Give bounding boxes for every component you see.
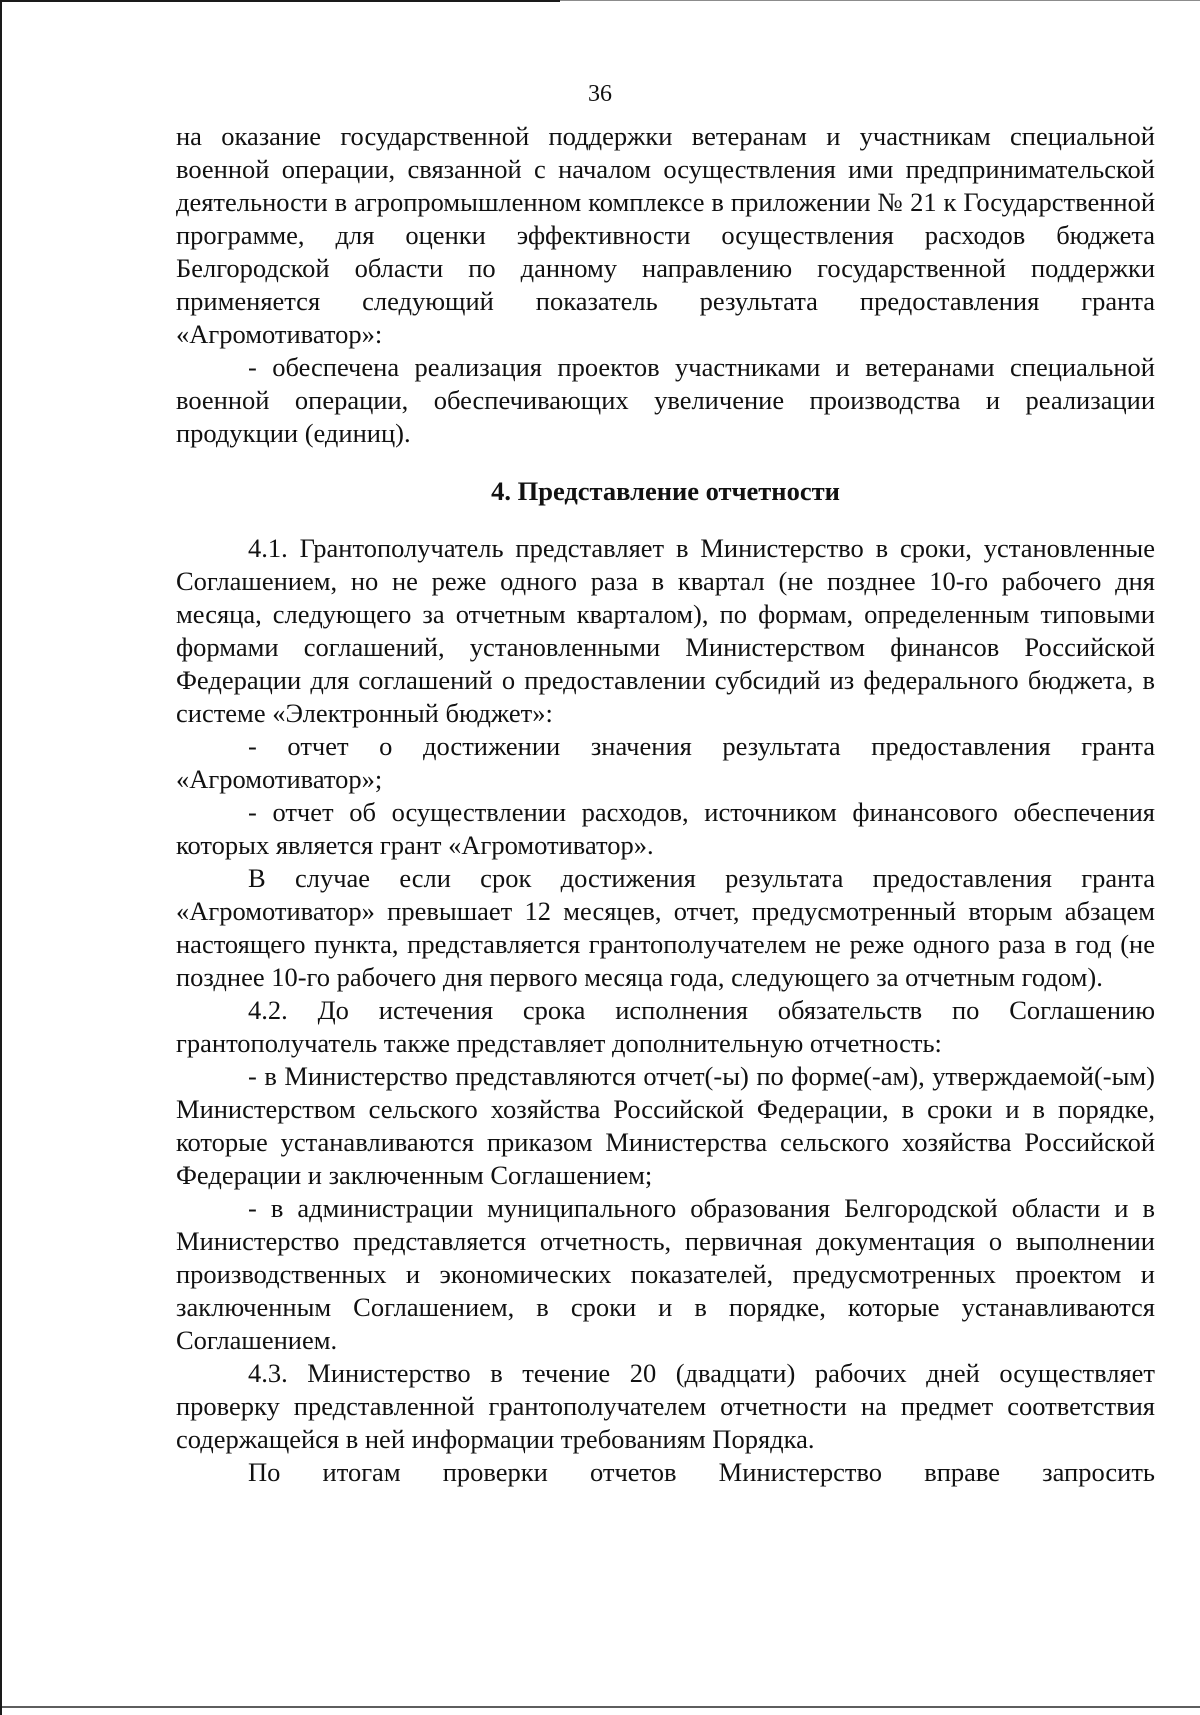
paragraph: В случае если срок достижения результата предоставления гранта «Агромотиватор» превышает 12 месяцев, отчет, предусмотренный вторым абзацем настоящего пункта, представляется грантополучателем не реже одного раза в год (не позднее 10-го рабочего дня первого месяца года, следующего за отчетным годом). [176,863,1155,992]
scan-edge-bottom [0,1706,1200,1708]
paragraph: - отчет об осуществлении расходов, источником финансового обеспечения которых является грант «Агромотиватор». [176,797,1155,860]
page-number: 36 [588,81,612,107]
scan-edge-left [0,0,2,1715]
paragraphs-before-section [176,120,1155,450]
document-body [176,120,1155,1489]
section-heading: 4. Представление отчетности [491,476,840,506]
paragraph: 4.2. До истечения срока исполнения обязательств по Соглашению грантополучатель также представляет дополнительную отчетность: [176,995,1155,1058]
paragraph: - в Министерство представляются отчет(-ы) по форме(-ам), утверждаемой(-ым) Министерством сельского хозяйства Российской Федерации, в сроки и в порядке, которые устанавливаются приказом Министерства сельского хозяйства Российской Федерации и заключенным Соглашением; [176,1061,1155,1190]
paragraph: По итогам проверки отчетов Министерство вправе запросить [248,1457,1155,1487]
paragraph: - обеспечена реализация проектов участниками и ветеранами специальной военной операции, обеспечивающих увеличение производства и реализации продукции (единиц). [176,352,1155,448]
paragraph: 4.3. Министерство в течение 20 (двадцати) рабочих дней осуществляет проверку представленной грантополучателем отчетности на предмет соответствия содержащейся в ней информации требованиям Порядка. [176,1358,1155,1454]
paragraph: 4.1. Грантополучатель представляет в Министерство в сроки, установленные Соглашением, но не реже одного раза в квартал (не позднее 10-го рабочего дня месяца, следующего за отчетным кварталом), по формам, определенным типовыми формами соглашений, установленными Министерством финансов Российской Федерации для соглашений о предоставлении субсидий из федерального бюджета, в системе «Электронный бюджет»: [176,533,1155,728]
paragraphs-after-section [176,532,1155,1489]
scan-edge-top-faint [560,0,1200,1]
scan-edge-top [0,0,560,2]
paragraph: - отчет о достижении значения результата предоставления гранта «Агромотиватор»; [176,731,1155,794]
paragraph: на оказание государственной поддержки ветеранам и участникам специальной военной операции, связанной с началом осуществления ими предпринимательской деятельности в агропромышленном комплексе в приложении № 21 к Государственной программе, для оценки эффективности осуществления расходов бюджета Белгородской области по данному направлению государственной поддержки применяется следующий показатель результата предоставления гранта «Агромотиватор»: [176,121,1155,349]
paragraph: - в администрации муниципального образования Белгородской области и в Министерство представляется отчетность, первичная документация о выполнении производственных и экономических показателей, предусмотренных проектом и заключенным Соглашением, в сроки и в порядке, которые устанавливаются Соглашением. [176,1193,1155,1355]
